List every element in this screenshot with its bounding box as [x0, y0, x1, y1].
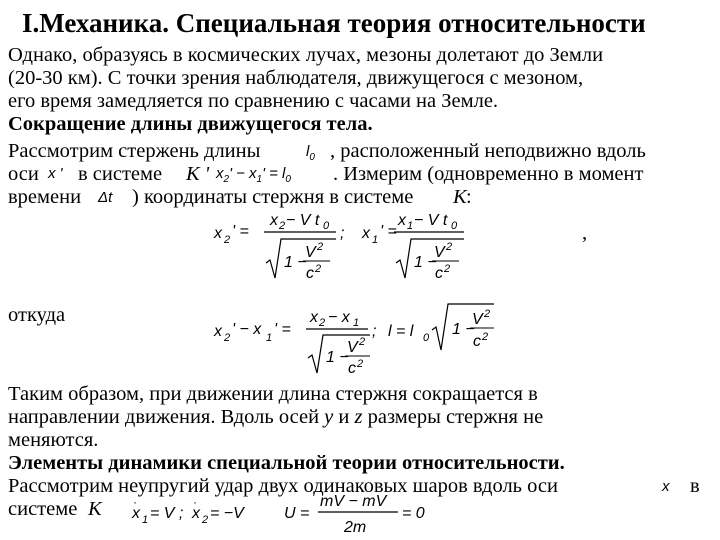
page-title: I.Механика. Специальная теория относительности: [22, 8, 646, 38]
inline-axis-x: x: [662, 478, 670, 495]
svg-text:2: 2: [279, 220, 286, 232]
text-line-7a: времени: [8, 186, 82, 208]
svg-text:;: ;: [372, 323, 377, 340]
svg-text:2: 2: [224, 332, 231, 344]
svg-text:2: 2: [317, 241, 324, 253]
svg-text:mV − mV: mV − mV: [320, 493, 387, 510]
text-line-8: Таким образом, при движении длина стержня сокращается в: [8, 383, 538, 405]
svg-text:x: x: [132, 505, 140, 522]
lorentz-coordinates-formula: [212, 208, 472, 288]
svg-text:x: x: [398, 212, 406, 229]
colon: :: [466, 186, 472, 208]
svg-text:2: 2: [482, 331, 489, 343]
text-line-10: меняются.: [8, 429, 99, 451]
text-line-6d: . Измерим (одновременно в момент: [333, 163, 644, 185]
svg-text:2m: 2m: [344, 519, 367, 536]
text-line-2: (20-30 км). С точки зрения наблюдателя, движущегося с мезоном,: [8, 67, 584, 89]
svg-text:·: ·: [133, 495, 137, 509]
svg-text:1: 1: [372, 234, 379, 246]
svg-text:V: V: [472, 311, 483, 328]
svg-text:c: c: [348, 360, 356, 377]
text-line-6a: оси: [8, 163, 39, 185]
svg-text:= V ;: = V ;: [150, 505, 184, 522]
svg-text:x: x: [362, 225, 370, 242]
svg-text:' − x: ' − x: [232, 321, 262, 338]
svg-text:2: 2: [444, 263, 451, 275]
svg-text:2: 2: [359, 336, 366, 348]
svg-text:c: c: [435, 265, 443, 282]
svg-text:1 −: 1 −: [414, 254, 437, 271]
section-heading-dynamics: Элементы динамики специальной теории относительности.: [8, 452, 565, 474]
svg-text:= −V: = −V: [210, 505, 244, 522]
text-line-12b: в: [690, 475, 700, 497]
system-k-prime: K ': [186, 163, 210, 185]
svg-text:·: ·: [193, 495, 197, 509]
svg-text:x: x: [310, 309, 318, 326]
svg-text:V: V: [347, 339, 358, 356]
svg-text:0: 0: [423, 332, 430, 344]
svg-text:2: 2: [319, 317, 326, 329]
svg-text:x: x: [214, 225, 222, 242]
svg-text:c: c: [306, 265, 314, 282]
inline-x-prime: x ': [48, 165, 63, 182]
svg-text:2: 2: [484, 308, 491, 320]
formula-comma: ,: [582, 222, 588, 244]
svg-text:2: 2: [224, 234, 231, 246]
svg-text:0: 0: [323, 220, 330, 232]
text-line-1: Однако, образуясь в космических лучах, мезоны долетают до Земли: [8, 44, 604, 66]
text-line-6b: в системе: [78, 163, 163, 185]
svg-text:1: 1: [407, 220, 414, 232]
svg-text:1 −: 1 −: [284, 254, 307, 271]
system-k-second: K: [88, 498, 102, 520]
svg-text:− V t: − V t: [414, 212, 448, 229]
svg-text:x: x: [192, 505, 200, 522]
svg-text:U =: U =: [284, 505, 310, 522]
inline-delta-t: Δt: [98, 189, 113, 206]
svg-text:= 0: = 0: [402, 505, 425, 522]
text-line-3: его время замедляется по сравнению с часами на Земле.: [8, 90, 499, 112]
svg-text:x: x: [270, 212, 278, 229]
svg-text:c: c: [473, 333, 481, 350]
svg-text:' =: ' =: [274, 321, 291, 338]
svg-text:1: 1: [142, 514, 149, 526]
svg-text:1 −: 1 −: [452, 321, 475, 338]
svg-text:' =: ' =: [232, 223, 249, 240]
svg-text:V: V: [305, 244, 316, 261]
svg-text:V: V: [434, 244, 445, 261]
length-contraction-formula: [212, 300, 502, 380]
text-line-5a: Рассмотрим стержень длины: [8, 140, 261, 162]
svg-text:1: 1: [353, 317, 360, 329]
svg-text:− V t: − V t: [286, 212, 320, 229]
section-heading-length-contraction: Сокращение длины движущегося тела.: [8, 113, 373, 135]
svg-text:' =: ' =: [380, 223, 397, 240]
inelastic-collision-formula: [128, 494, 438, 540]
svg-text:;: ;: [340, 225, 345, 242]
svg-text:2: 2: [357, 358, 364, 370]
text-line-9: направлении движения. Вдоль осей y и z размеры стержня не: [8, 406, 544, 428]
system-k: K: [453, 186, 467, 208]
text-line-12: Рассмотрим неупругий удар двух одинаковых шаров вдоль оси: [8, 475, 558, 497]
text-otkuda: откуда: [8, 304, 66, 326]
svg-text:2: 2: [315, 263, 322, 275]
text-line-5b: , расположенный неподвижно вдоль: [330, 140, 646, 162]
svg-text:1 −: 1 −: [326, 349, 349, 366]
text-line-13: системе: [8, 498, 78, 520]
inline-condition: $x_2' - x_1' = l_0$: [216, 165, 291, 185]
svg-text:0: 0: [451, 220, 458, 232]
inline-l0: $l_0$: [306, 143, 315, 163]
text-line-7b: ) координаты стержня в системе: [132, 186, 414, 208]
svg-text:− x: − x: [328, 309, 350, 326]
svg-text:2: 2: [446, 241, 453, 253]
svg-text:x: x: [214, 323, 222, 340]
svg-text:l = l: l = l: [388, 323, 414, 340]
svg-text:1: 1: [266, 332, 273, 344]
svg-text:2: 2: [202, 514, 209, 526]
